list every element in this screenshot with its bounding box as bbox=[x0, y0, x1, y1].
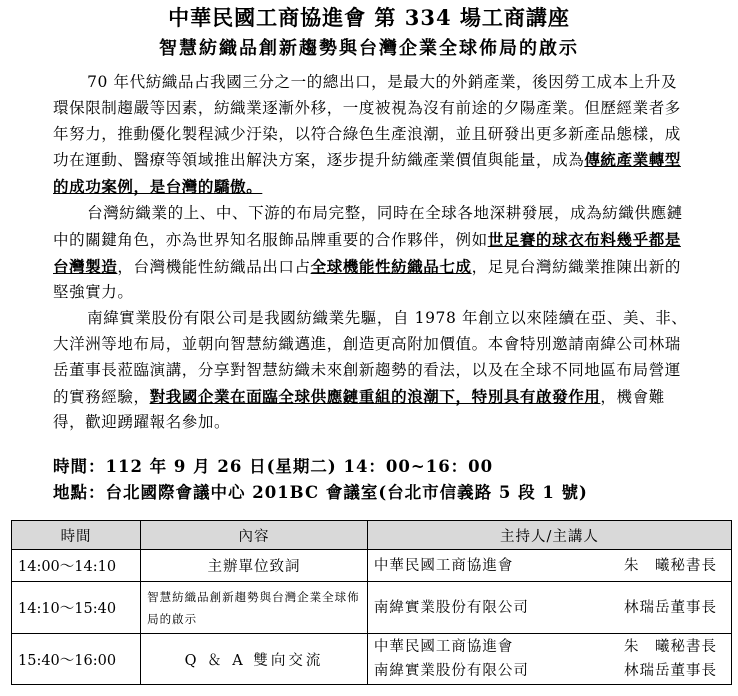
event-place: 地點：台北國際會議中心 201BC 會議室(台北市信義路 5 段 1 號) bbox=[53, 483, 588, 502]
host-entry bbox=[374, 635, 725, 659]
schedule-header-row bbox=[12, 521, 732, 550]
paragraph-3 bbox=[53, 306, 693, 436]
header-time: 時間 bbox=[12, 521, 141, 550]
row-content: 主辦單位致詞 bbox=[141, 550, 368, 582]
paragraph-2-text-c: ，足見台灣紡織業推陳出新的堅強實力。 bbox=[53, 257, 681, 302]
schedule-table bbox=[11, 520, 732, 685]
page-subtitle: 智慧紡織品創新趨勢與台灣企業全球佈局的啟示 bbox=[159, 38, 579, 59]
host-entry bbox=[374, 554, 725, 578]
paragraph-3-highlight: 對我國企業在面臨全球供應鏈重組的浪潮下，特別具有啟發作用 bbox=[149, 386, 601, 406]
paragraph-2-highlight-a: 世足賽的球衣布料幾乎都是台灣製造 bbox=[53, 229, 681, 276]
event-info bbox=[53, 454, 713, 506]
table-row bbox=[12, 550, 732, 582]
paragraph-1 bbox=[53, 70, 693, 201]
host-org: 南緯實業股份有限公司 bbox=[373, 599, 529, 616]
row-content: 智慧紡織品創新趨勢與台灣企業全球佈局的啟示 bbox=[141, 582, 368, 634]
paragraph-2 bbox=[53, 201, 693, 306]
paragraph-1-text: 70 年代紡織品占我國三分之一的總出口，是最大的外銷產業，後因勞工成本上升及環保限制趨嚴等因素，紡織業逐漸外移，一度被視為沒有前途的夕陽產業。但歷經業者多年努力，推動優化製程減少汙染，以符合綠色生產浪潮，並且研發出更多新產品態樣，成功在運動、醫療等領域推出解決方案，逐步提升紡織產業價值與能量，成為 bbox=[53, 73, 681, 170]
header-content: 內容 bbox=[141, 521, 368, 550]
host-org: 中華民國工商協進會 bbox=[373, 639, 514, 655]
page-title: 中華民國工商協進會 第 334 場工商講座 bbox=[168, 5, 570, 30]
paragraph-2-text-a: 台灣紡織業的上、中、下游的布局完整，同時在全球各地深耕發展，成為紡織供應鏈中的關鍵角色，亦為世界知名服飾品牌重要的合作夥伴，例如 bbox=[53, 203, 683, 249]
row-content: Q ＆ A 雙向交流 bbox=[141, 634, 368, 685]
row-host bbox=[367, 550, 731, 582]
host-org: 南緯實業股份有限公司 bbox=[373, 663, 529, 679]
row-host bbox=[367, 582, 731, 634]
host-person: 朱 曦秘書長 bbox=[624, 639, 717, 655]
event-time: 時間：112 年 9 月 26 日(星期二) 14：00~16：00 bbox=[53, 457, 494, 476]
paragraph-1-highlight: 傳統產業轉型的成功案例，是台灣的驕傲。 bbox=[53, 150, 681, 197]
paragraph-3-text-b: ，機會難得，歡迎踴躍報名參加。 bbox=[53, 387, 665, 432]
paragraph-2-text-b: ，台灣機能性紡織品出口占 bbox=[117, 257, 311, 276]
header-host: 主持人/主講人 bbox=[367, 521, 731, 550]
host-person: 朱 曦秘書長 bbox=[624, 557, 717, 574]
row-time: 14:00～14:10 bbox=[12, 550, 141, 582]
paragraph-3-text-a: 南緯實業股份有限公司是我國紡織業先驅，自 1978 年創立以來陸續在亞、美、非、大洋洲等地布局，並朝向智慧紡織邁進，創造更高附加價值。本會特別邀請南緯公司林瑞岳董事長蒞臨演講，分享對智慧紡織未來創新趨勢的看法，以及在全球不同地區布局營運的實務經驗， bbox=[53, 309, 688, 406]
host-person: 林瑞岳董事長 bbox=[624, 599, 717, 616]
host-entry bbox=[374, 596, 725, 620]
row-time: 14:10～15:40 bbox=[12, 582, 141, 634]
host-org: 中華民國工商協進會 bbox=[373, 557, 514, 574]
row-time: 15:40～16:00 bbox=[12, 634, 141, 685]
row-host bbox=[367, 634, 731, 685]
intro-text bbox=[53, 70, 693, 436]
host-person: 林瑞岳董事長 bbox=[624, 663, 717, 679]
host-entry bbox=[374, 659, 725, 683]
paragraph-2-highlight-b: 全球機能性紡織品七成 bbox=[310, 256, 472, 276]
table-row bbox=[12, 582, 732, 634]
table-row bbox=[12, 634, 732, 685]
